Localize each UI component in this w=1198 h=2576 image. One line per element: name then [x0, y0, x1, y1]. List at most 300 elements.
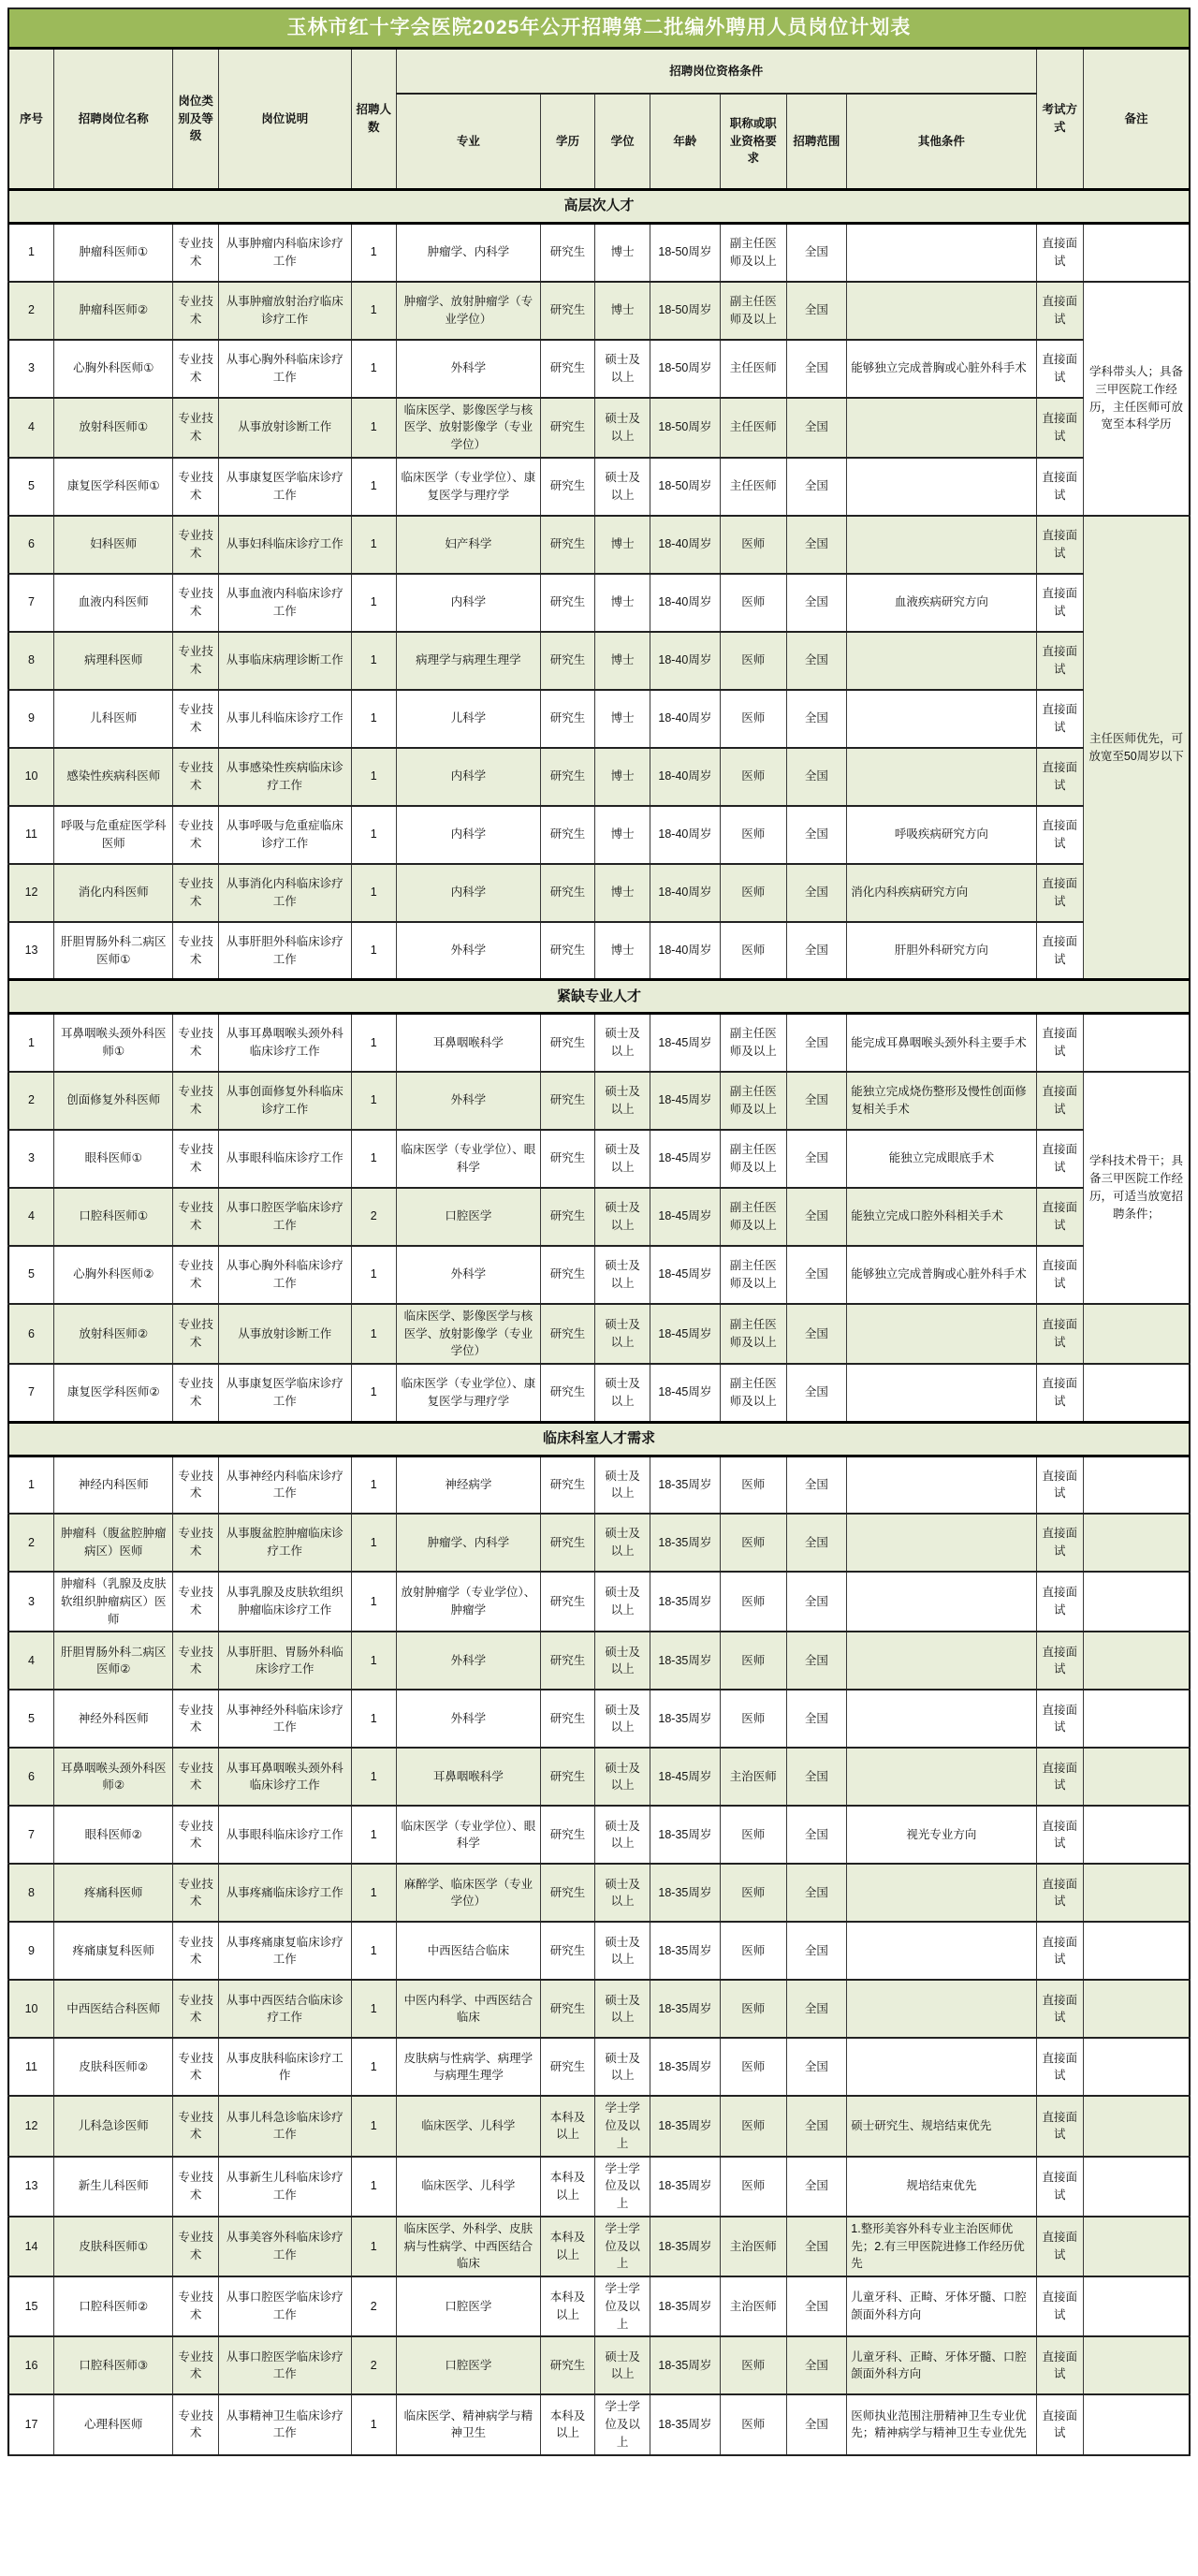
- cell-no: 5: [8, 1690, 54, 1748]
- cell-age: 18-40周岁: [650, 632, 721, 690]
- cell-edu: 研究生: [540, 1188, 595, 1246]
- table-row: [8, 2394, 1190, 2454]
- cell-count: 1: [351, 340, 397, 398]
- cell-edu: 研究生: [540, 632, 595, 690]
- col-header-qualification-group: 招聘岗位资格条件: [397, 49, 1036, 95]
- cell-category: 专业技术: [173, 1572, 219, 1632]
- cell-degree: 学士学位及以上: [595, 2096, 650, 2156]
- cell-name: 心理科医师: [54, 2394, 173, 2454]
- cell-edu: 研究生: [540, 922, 595, 980]
- cell-title-req: 主治医师: [720, 2217, 786, 2276]
- table-row: [8, 1246, 1190, 1304]
- cell-major: 肿瘤学、内科学: [397, 224, 541, 282]
- cell-scope: 全国: [786, 1748, 847, 1806]
- cell-age: 18-45周岁: [650, 1364, 721, 1422]
- cell-major: 病理学与病理生理学: [397, 632, 541, 690]
- cell-name: 口腔科医师②: [54, 2276, 173, 2336]
- cell-age: 18-45周岁: [650, 1748, 721, 1806]
- cell-major: 临床医学（专业学位）、康复医学与理疗学: [397, 458, 541, 516]
- cell-desc: 从事心胸外科临床诊疗工作: [218, 1246, 351, 1304]
- cell-other: 能独立完成眼底手术: [847, 1130, 1036, 1188]
- cell-name: 肿瘤科（腹盆腔肿瘤病区）医师: [54, 1514, 173, 1572]
- cell-title-req: 副主任医师及以上: [720, 282, 786, 340]
- cell-edu: 研究生: [540, 1864, 595, 1922]
- cell-title-req: 主治医师: [720, 2276, 786, 2336]
- cell-exam: 直接面试: [1036, 1188, 1084, 1246]
- cell-other: 儿童牙科、正畸、牙体牙髓、口腔颌面外科方向: [847, 2276, 1036, 2336]
- cell-degree: 硕士及以上: [595, 1014, 650, 1072]
- cell-exam: 直接面试: [1036, 1514, 1084, 1572]
- cell-no: 14: [8, 2217, 54, 2276]
- cell-title-req: 副主任医师及以上: [720, 1188, 786, 1246]
- cell-name: 病理科医师: [54, 632, 173, 690]
- table-row: [8, 2217, 1190, 2276]
- cell-other: 儿童牙科、正畸、牙体牙髓、口腔颌面外科方向: [847, 2336, 1036, 2394]
- title-row: [8, 8, 1190, 49]
- cell-remark: [1084, 2096, 1190, 2156]
- cell-category: 专业技术: [173, 922, 219, 980]
- cell-age: 18-50周岁: [650, 458, 721, 516]
- cell-remark: [1084, 2217, 1190, 2276]
- cell-category: 专业技术: [173, 748, 219, 806]
- col-header-major: 专业: [397, 94, 541, 190]
- cell-edu: 研究生: [540, 516, 595, 574]
- cell-age: 18-35周岁: [650, 2394, 721, 2454]
- cell-category: 专业技术: [173, 1456, 219, 1514]
- cell-category: 专业技术: [173, 690, 219, 748]
- cell-age: 18-45周岁: [650, 1014, 721, 1072]
- cell-count: 1: [351, 458, 397, 516]
- cell-exam: 直接面试: [1036, 1072, 1084, 1130]
- cell-degree: 博士: [595, 806, 650, 864]
- cell-scope: 全国: [786, 1632, 847, 1690]
- table-header: [8, 8, 1190, 190]
- cell-name: 儿科医师: [54, 690, 173, 748]
- cell-age: 18-40周岁: [650, 922, 721, 980]
- header-row-1: [8, 49, 1190, 95]
- cell-remark: [1084, 2394, 1190, 2454]
- cell-major: 内科学: [397, 574, 541, 632]
- cell-age: 18-35周岁: [650, 2336, 721, 2394]
- cell-name: 肿瘤科医师②: [54, 282, 173, 340]
- cell-name: 康复医学科医师①: [54, 458, 173, 516]
- table-row: [8, 1572, 1190, 1632]
- cell-scope: 全国: [786, 516, 847, 574]
- cell-degree: 硕士及以上: [595, 1514, 650, 1572]
- cell-other: [847, 1690, 1036, 1748]
- cell-no: 13: [8, 922, 54, 980]
- cell-title-req: 医师: [720, 1922, 786, 1980]
- cell-desc: 从事临床病理诊断工作: [218, 632, 351, 690]
- cell-scope: 全国: [786, 398, 847, 458]
- cell-remark: [1084, 1980, 1190, 2038]
- cell-count: 1: [351, 690, 397, 748]
- cell-major: 肿瘤学、放射肿瘤学（专业学位）: [397, 282, 541, 340]
- cell-edu: 研究生: [540, 1456, 595, 1514]
- cell-no: 3: [8, 1572, 54, 1632]
- cell-age: 18-45周岁: [650, 1304, 721, 1364]
- cell-category: 专业技术: [173, 224, 219, 282]
- section-title: 高层次人才: [8, 190, 1190, 224]
- cell-name: 神经外科医师: [54, 1690, 173, 1748]
- cell-remark: [1084, 1514, 1190, 1572]
- cell-title-req: 医师: [720, 1980, 786, 2038]
- cell-edu: 研究生: [540, 1748, 595, 1806]
- cell-title-req: 医师: [720, 748, 786, 806]
- cell-no: 8: [8, 1864, 54, 1922]
- cell-scope: 全国: [786, 1864, 847, 1922]
- cell-age: 18-40周岁: [650, 690, 721, 748]
- cell-no: 11: [8, 806, 54, 864]
- cell-title-req: 医师: [720, 1864, 786, 1922]
- col-header-degree: 学位: [595, 94, 650, 190]
- cell-major: 临床医学、影像医学与核医学、放射影像学（专业学位）: [397, 1304, 541, 1364]
- cell-category: 专业技术: [173, 1514, 219, 1572]
- table-row: [8, 1364, 1190, 1422]
- cell-age: 18-35周岁: [650, 1980, 721, 2038]
- cell-title-req: 医师: [720, 864, 786, 922]
- cell-desc: 从事康复医学临床诊疗工作: [218, 458, 351, 516]
- section-title: 紧缺专业人才: [8, 980, 1190, 1014]
- cell-title-req: 医师: [720, 632, 786, 690]
- cell-major: 临床医学、影像医学与核医学、放射影像学（专业学位）: [397, 398, 541, 458]
- cell-count: 1: [351, 1246, 397, 1304]
- cell-count: 1: [351, 1514, 397, 1572]
- cell-desc: 从事呼吸与危重症临床诊疗工作: [218, 806, 351, 864]
- cell-other: 能够独立完成普胸或心脏外科手术: [847, 340, 1036, 398]
- cell-scope: 全国: [786, 2276, 847, 2336]
- cell-degree: 博士: [595, 632, 650, 690]
- cell-degree: 博士: [595, 690, 650, 748]
- cell-no: 6: [8, 1304, 54, 1364]
- cell-category: 专业技术: [173, 458, 219, 516]
- cell-exam: 直接面试: [1036, 1632, 1084, 1690]
- cell-age: 18-40周岁: [650, 574, 721, 632]
- cell-name: 肝胆胃肠外科二病区医师②: [54, 1632, 173, 1690]
- cell-degree: 硕士及以上: [595, 1864, 650, 1922]
- cell-name: 心胸外科医师②: [54, 1246, 173, 1304]
- cell-desc: 从事儿科急诊临床诊疗工作: [218, 2096, 351, 2156]
- cell-desc: 从事口腔医学临床诊疗工作: [218, 2276, 351, 2336]
- cell-category: 专业技术: [173, 1188, 219, 1246]
- cell-title-req: 副主任医师及以上: [720, 1072, 786, 1130]
- recruitment-plan-table: [7, 7, 1191, 2456]
- table-row: [8, 2096, 1190, 2156]
- cell-remark: [1084, 2038, 1190, 2096]
- cell-other: 能完成耳鼻咽喉头颈外科主要手术: [847, 1014, 1036, 1072]
- cell-count: 1: [351, 2157, 397, 2217]
- cell-major: 麻醉学、临床医学（专业学位）: [397, 1864, 541, 1922]
- cell-age: 18-45周岁: [650, 1188, 721, 1246]
- cell-category: 专业技术: [173, 864, 219, 922]
- cell-desc: 从事眼科临床诊疗工作: [218, 1130, 351, 1188]
- cell-major: 内科学: [397, 806, 541, 864]
- cell-no: 5: [8, 458, 54, 516]
- cell-edu: 本科及以上: [540, 2096, 595, 2156]
- cell-age: 18-35周岁: [650, 2157, 721, 2217]
- cell-exam: 直接面试: [1036, 2217, 1084, 2276]
- cell-edu: 研究生: [540, 864, 595, 922]
- cell-scope: 全国: [786, 2336, 847, 2394]
- cell-desc: 从事疼痛康复临床诊疗工作: [218, 1922, 351, 1980]
- table-row: [8, 1188, 1190, 1246]
- cell-name: 疼痛科医师: [54, 1864, 173, 1922]
- table-row: [8, 2276, 1190, 2336]
- cell-scope: 全国: [786, 574, 847, 632]
- table-row: [8, 1072, 1190, 1130]
- table-row: [8, 806, 1190, 864]
- cell-scope: 全国: [786, 282, 847, 340]
- cell-title-req: 医师: [720, 1456, 786, 1514]
- cell-count: 1: [351, 224, 397, 282]
- cell-major: 临床医学、精神病学与精神卫生: [397, 2394, 541, 2454]
- cell-remark: 主任医师优先，可放宽至50周岁以下: [1084, 516, 1190, 980]
- cell-count: 1: [351, 516, 397, 574]
- cell-edu: 本科及以上: [540, 2276, 595, 2336]
- table-row: [8, 398, 1190, 458]
- cell-scope: 全国: [786, 1572, 847, 1632]
- table-row: [8, 2038, 1190, 2096]
- cell-category: 专业技术: [173, 282, 219, 340]
- cell-desc: 从事血液内科临床诊疗工作: [218, 574, 351, 632]
- cell-count: 1: [351, 1632, 397, 1690]
- cell-no: 13: [8, 2157, 54, 2217]
- cell-desc: 从事放射诊断工作: [218, 398, 351, 458]
- cell-edu: 研究生: [540, 1572, 595, 1632]
- cell-edu: 研究生: [540, 1980, 595, 2038]
- cell-desc: 从事创面修复外科临床诊疗工作: [218, 1072, 351, 1130]
- cell-major: 放射肿瘤学（专业学位）、肿瘤学: [397, 1572, 541, 1632]
- cell-name: 神经内科医师: [54, 1456, 173, 1514]
- cell-name: 创面修复外科医师: [54, 1072, 173, 1130]
- cell-exam: 直接面试: [1036, 224, 1084, 282]
- cell-category: 专业技术: [173, 1922, 219, 1980]
- cell-name: 中西医结合科医师: [54, 1980, 173, 2038]
- cell-count: 1: [351, 806, 397, 864]
- cell-name: 呼吸与危重症医学科医师: [54, 806, 173, 864]
- cell-remark: [1084, 1806, 1190, 1864]
- cell-age: 18-35周岁: [650, 1456, 721, 1514]
- cell-name: 肿瘤科医师①: [54, 224, 173, 282]
- cell-age: 18-40周岁: [650, 806, 721, 864]
- cell-major: 妇产科学: [397, 516, 541, 574]
- cell-other: 视光专业方向: [847, 1806, 1036, 1864]
- cell-exam: 直接面试: [1036, 340, 1084, 398]
- cell-scope: 全国: [786, 1304, 847, 1364]
- cell-remark: 学科带头人；具备三甲医院工作经历，主任医师可放宽至本科学历: [1084, 282, 1190, 516]
- cell-age: 18-45周岁: [650, 1072, 721, 1130]
- cell-no: 6: [8, 516, 54, 574]
- col-header-name: 招聘岗位名称: [54, 49, 173, 190]
- cell-count: 1: [351, 632, 397, 690]
- cell-title-req: 医师: [720, 690, 786, 748]
- table-row: [8, 1130, 1190, 1188]
- cell-edu: 研究生: [540, 224, 595, 282]
- cell-remark: [1084, 1304, 1190, 1364]
- cell-degree: 博士: [595, 224, 650, 282]
- cell-degree: 硕士及以上: [595, 1690, 650, 1748]
- cell-other: [847, 632, 1036, 690]
- cell-age: 18-35周岁: [650, 1690, 721, 1748]
- cell-exam: 直接面试: [1036, 1748, 1084, 1806]
- cell-remark: [1084, 1690, 1190, 1748]
- cell-count: 1: [351, 1980, 397, 2038]
- cell-edu: 本科及以上: [540, 2217, 595, 2276]
- cell-category: 专业技术: [173, 2394, 219, 2454]
- cell-category: 专业技术: [173, 398, 219, 458]
- cell-degree: 硕士及以上: [595, 1246, 650, 1304]
- table-row: [8, 340, 1190, 398]
- cell-major: 中西医结合临床: [397, 1922, 541, 1980]
- cell-no: 3: [8, 340, 54, 398]
- table-row: [8, 458, 1190, 516]
- cell-scope: 全国: [786, 1072, 847, 1130]
- cell-desc: 从事康复医学临床诊疗工作: [218, 1364, 351, 1422]
- cell-scope: 全国: [786, 1514, 847, 1572]
- cell-desc: 从事放射诊断工作: [218, 1304, 351, 1364]
- cell-name: 儿科急诊医师: [54, 2096, 173, 2156]
- cell-exam: 直接面试: [1036, 864, 1084, 922]
- cell-scope: 全国: [786, 1130, 847, 1188]
- table-row: [8, 1922, 1190, 1980]
- cell-title-req: 医师: [720, 2038, 786, 2096]
- cell-edu: 研究生: [540, 458, 595, 516]
- cell-category: 专业技术: [173, 1864, 219, 1922]
- cell-exam: 直接面试: [1036, 806, 1084, 864]
- cell-edu: 研究生: [540, 1632, 595, 1690]
- cell-title-req: 医师: [720, 1690, 786, 1748]
- cell-scope: 全国: [786, 1922, 847, 1980]
- cell-major: 耳鼻咽喉科学: [397, 1748, 541, 1806]
- cell-no: 1: [8, 1014, 54, 1072]
- cell-scope: 全国: [786, 1014, 847, 1072]
- cell-category: 专业技术: [173, 1014, 219, 1072]
- cell-age: 18-35周岁: [650, 2276, 721, 2336]
- cell-major: 耳鼻咽喉科学: [397, 1014, 541, 1072]
- cell-category: 专业技术: [173, 1246, 219, 1304]
- col-header-title-req: 职称或职业资格要求: [720, 94, 786, 190]
- cell-major: 儿科学: [397, 690, 541, 748]
- cell-exam: 直接面试: [1036, 1246, 1084, 1304]
- cell-exam: 直接面试: [1036, 282, 1084, 340]
- cell-major: 外科学: [397, 1246, 541, 1304]
- cell-name: 感染性疾病科医师: [54, 748, 173, 806]
- cell-degree: 博士: [595, 574, 650, 632]
- cell-major: 临床医学、儿科学: [397, 2157, 541, 2217]
- cell-other: 肝胆外科研究方向: [847, 922, 1036, 980]
- cell-no: 15: [8, 2276, 54, 2336]
- cell-title-req: 医师: [720, 574, 786, 632]
- cell-name: 妇科医师: [54, 516, 173, 574]
- table-row: [8, 864, 1190, 922]
- cell-no: 11: [8, 2038, 54, 2096]
- cell-name: 眼科医师①: [54, 1130, 173, 1188]
- cell-major: 外科学: [397, 922, 541, 980]
- cell-other: [847, 516, 1036, 574]
- cell-degree: 博士: [595, 922, 650, 980]
- cell-exam: 直接面试: [1036, 2096, 1084, 2156]
- cell-no: 8: [8, 632, 54, 690]
- cell-count: 2: [351, 1188, 397, 1246]
- cell-scope: 全国: [786, 1690, 847, 1748]
- cell-scope: 全国: [786, 632, 847, 690]
- cell-age: 18-45周岁: [650, 1246, 721, 1304]
- cell-scope: 全国: [786, 864, 847, 922]
- cell-age: 18-35周岁: [650, 1922, 721, 1980]
- col-header-exam: 考试方式: [1036, 49, 1084, 190]
- cell-count: 1: [351, 2394, 397, 2454]
- cell-degree: 硕士及以上: [595, 340, 650, 398]
- cell-other: [847, 1514, 1036, 1572]
- cell-count: 1: [351, 864, 397, 922]
- cell-desc: 从事中西医结合临床诊疗工作: [218, 1980, 351, 2038]
- cell-major: 肿瘤学、内科学: [397, 1514, 541, 1572]
- cell-count: 1: [351, 1864, 397, 1922]
- cell-other: 能够独立完成普胸或心脏外科手术: [847, 1246, 1036, 1304]
- cell-other: [847, 458, 1036, 516]
- col-header-scope: 招聘范围: [786, 94, 847, 190]
- cell-category: 专业技术: [173, 1072, 219, 1130]
- cell-other: 硕士研究生、规培结束优先: [847, 2096, 1036, 2156]
- cell-other: [847, 1304, 1036, 1364]
- cell-title-req: 医师: [720, 1514, 786, 1572]
- cell-scope: 全国: [786, 1246, 847, 1304]
- cell-title-req: 医师: [720, 1632, 786, 1690]
- cell-major: 临床医学、外科学、皮肤病与性病学、中西医结合临床: [397, 2217, 541, 2276]
- cell-edu: 研究生: [540, 1014, 595, 1072]
- table-row: [8, 1456, 1190, 1514]
- cell-title-req: 副主任医师及以上: [720, 1364, 786, 1422]
- cell-name: 皮肤科医师①: [54, 2217, 173, 2276]
- cell-other: 消化内科疾病研究方向: [847, 864, 1036, 922]
- cell-name: 眼科医师②: [54, 1806, 173, 1864]
- cell-title-req: 医师: [720, 806, 786, 864]
- cell-title-req: 副主任医师及以上: [720, 1304, 786, 1364]
- cell-no: 10: [8, 748, 54, 806]
- cell-title-req: 主任医师: [720, 340, 786, 398]
- cell-exam: 直接面试: [1036, 690, 1084, 748]
- cell-no: 6: [8, 1748, 54, 1806]
- cell-exam: 直接面试: [1036, 516, 1084, 574]
- cell-degree: 硕士及以上: [595, 1364, 650, 1422]
- cell-title-req: 医师: [720, 922, 786, 980]
- cell-no: 5: [8, 1246, 54, 1304]
- cell-name: 口腔科医师③: [54, 2336, 173, 2394]
- cell-major: 外科学: [397, 1690, 541, 1748]
- cell-no: 2: [8, 282, 54, 340]
- cell-degree: 学士学位及以上: [595, 2217, 650, 2276]
- cell-scope: 全国: [786, 1188, 847, 1246]
- cell-no: 9: [8, 690, 54, 748]
- cell-exam: 直接面试: [1036, 2276, 1084, 2336]
- cell-scope: 全国: [786, 224, 847, 282]
- table-row: [8, 1806, 1190, 1864]
- cell-count: 1: [351, 1130, 397, 1188]
- cell-scope: 全国: [786, 922, 847, 980]
- cell-other: 1.整形美容外科专业主治医师优先；2.有三甲医院进修工作经历优先: [847, 2217, 1036, 2276]
- cell-other: 医师执业范围注册精神卫生专业优先；精神病学与精神卫生专业优先: [847, 2394, 1036, 2454]
- cell-exam: 直接面试: [1036, 748, 1084, 806]
- cell-edu: 研究生: [540, 1806, 595, 1864]
- cell-degree: 硕士及以上: [595, 1922, 650, 1980]
- cell-remark: [1084, 2157, 1190, 2217]
- cell-edu: 研究生: [540, 282, 595, 340]
- cell-scope: 全国: [786, 1364, 847, 1422]
- cell-category: 专业技术: [173, 516, 219, 574]
- table-row: [8, 632, 1190, 690]
- cell-other: [847, 282, 1036, 340]
- cell-age: 18-35周岁: [650, 2038, 721, 2096]
